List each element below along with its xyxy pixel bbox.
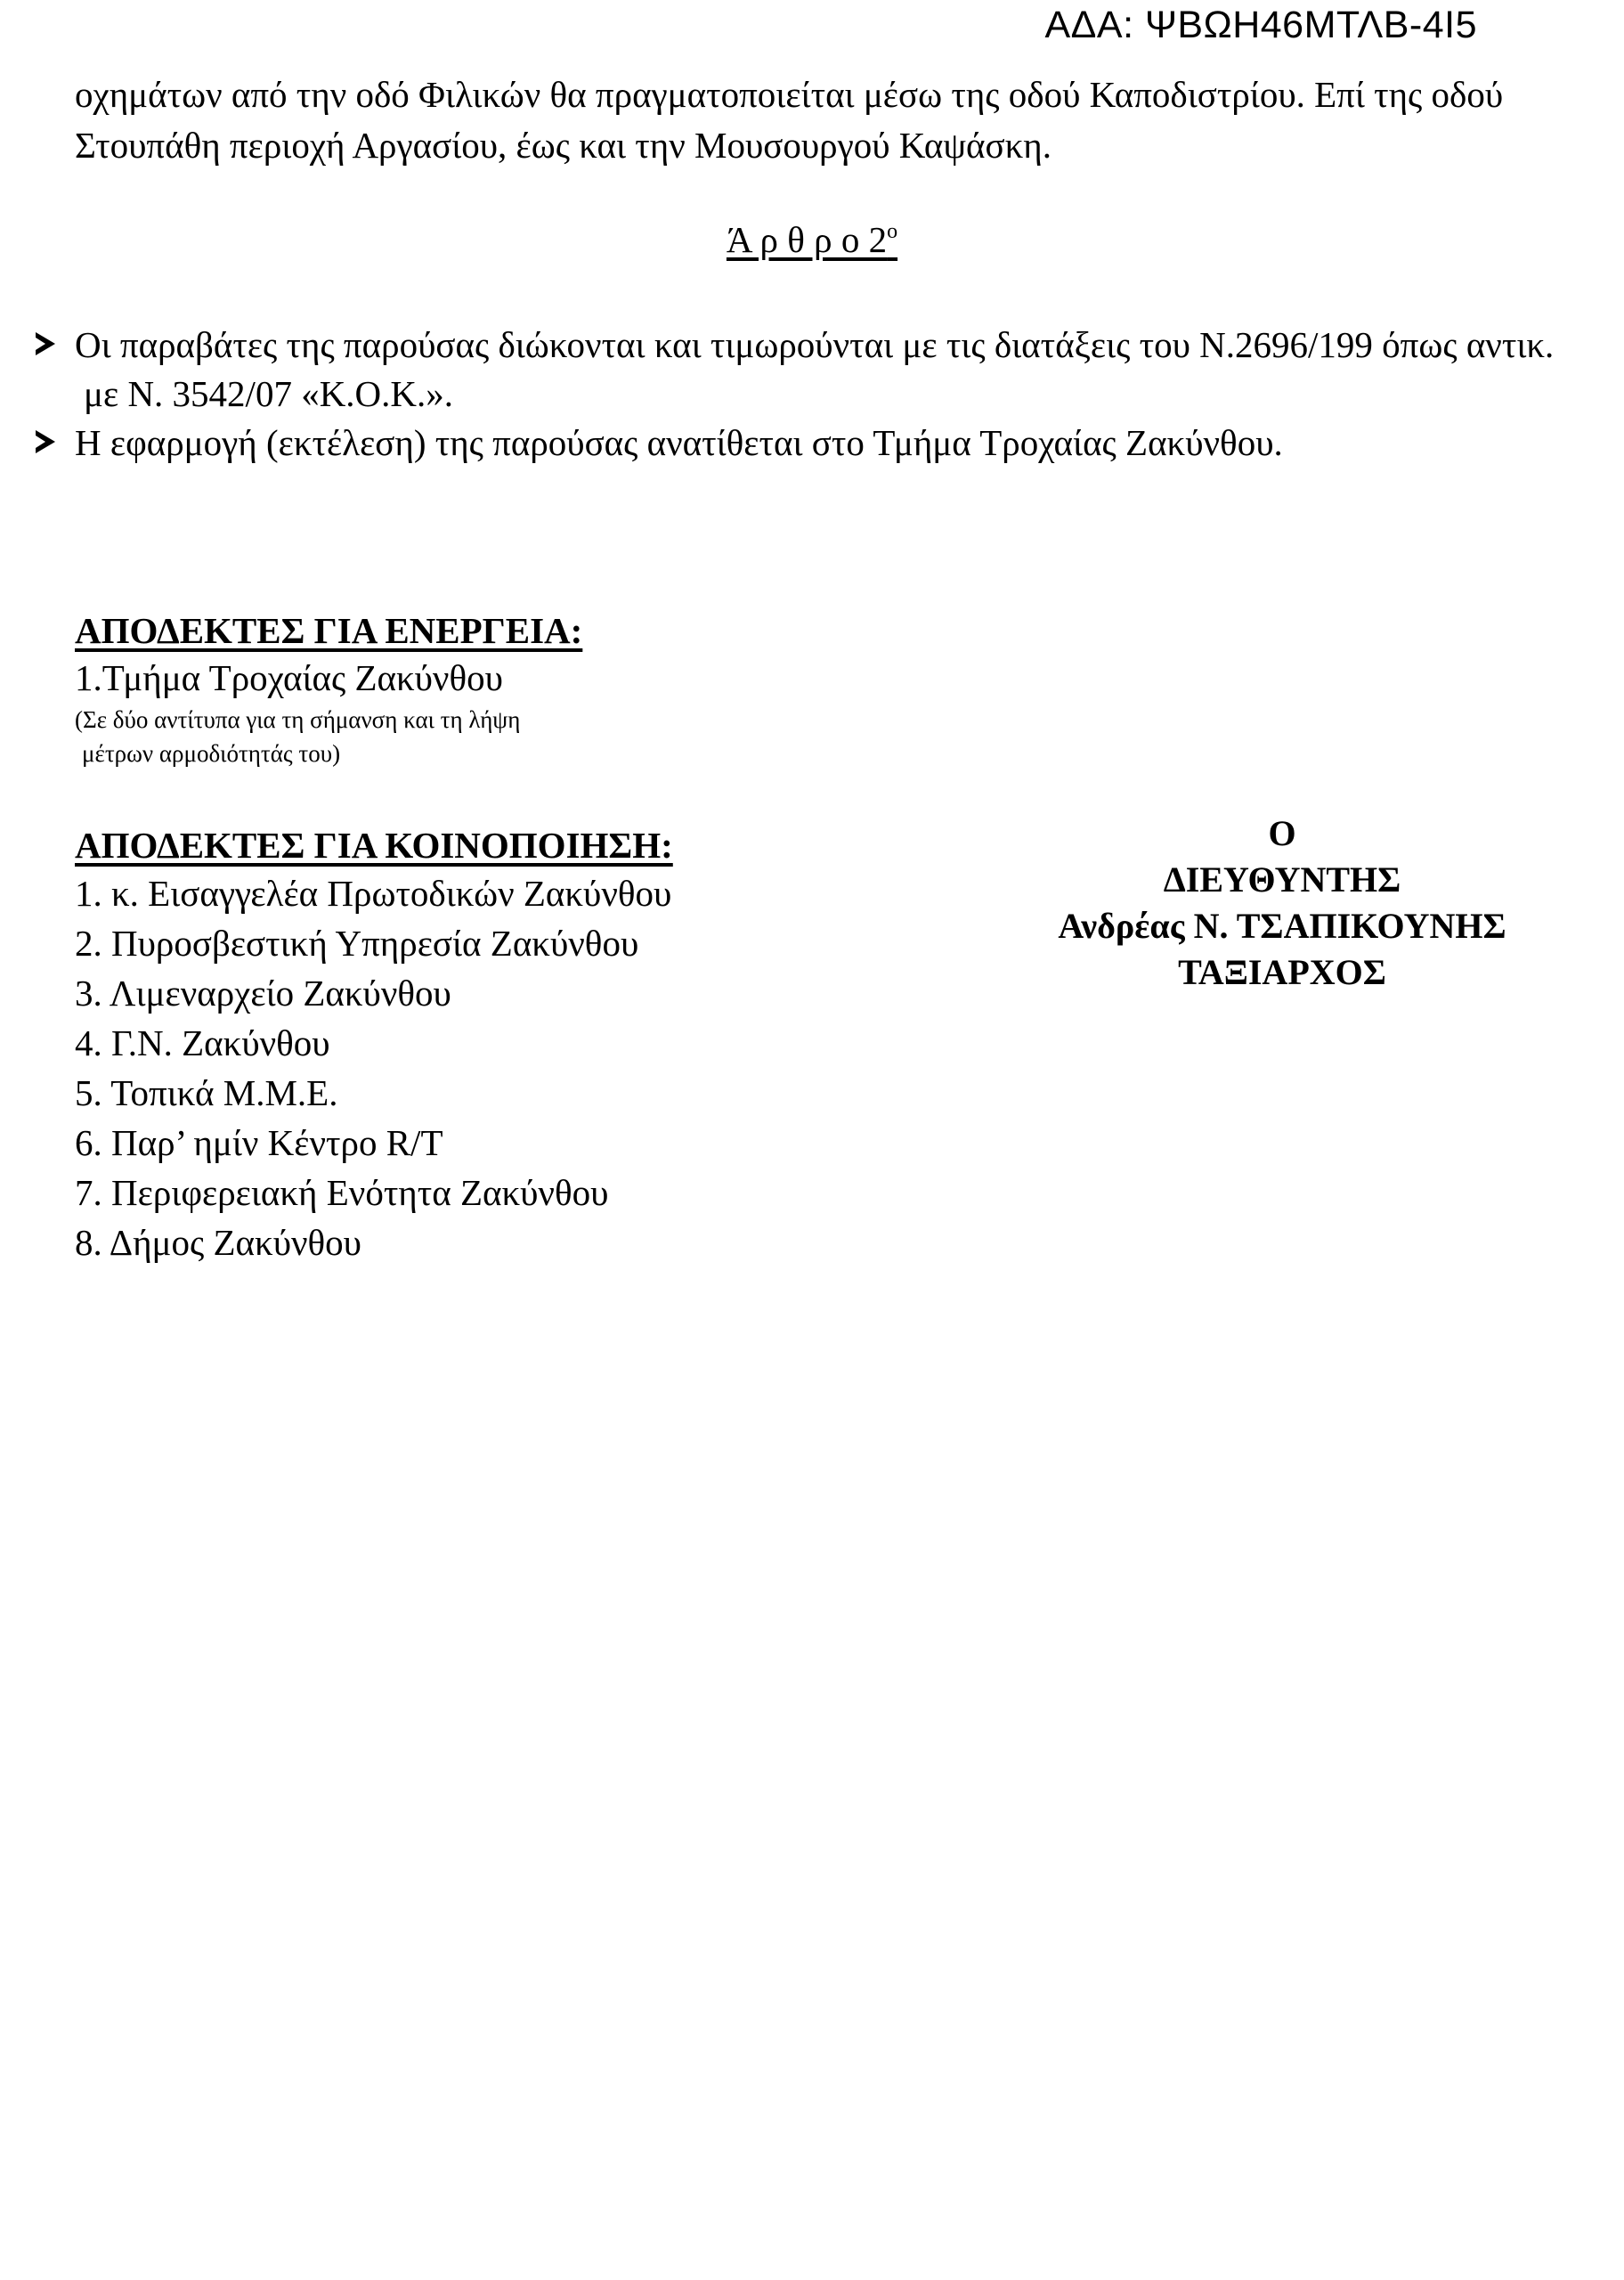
signature-name: Ανδρέας Ν. ΤΣΑΠΙΚΟΥΝΗΣ xyxy=(1058,906,1506,946)
article-title xyxy=(727,219,897,260)
list-item: 5. Τοπικά Μ.Μ.Ε. xyxy=(75,1072,338,1113)
signature-title: ΔΙΕΥΘΥΝΤΗΣ xyxy=(1163,859,1401,900)
list-item: 2. Πυροσβεστική Υπηρεσία Ζακύνθου xyxy=(75,923,639,964)
intro-line-1: οχημάτων από την οδό Φιλικών θα πραγματοποιείται μέσω της οδού Καποδιστρίου. Επί της οδού xyxy=(75,74,1504,115)
recipients-notify-section xyxy=(75,824,673,1267)
signature-rank: ΤΑΞΙΑΡΧΟΣ xyxy=(1178,952,1386,992)
list-item: 1. κ. Εισαγγελέα Πρωτοδικών Ζακύνθου xyxy=(75,873,672,914)
intro-paragraph xyxy=(75,69,1535,171)
recipients-action-item: 1.Τμήμα Τροχαίας Ζακύνθου xyxy=(75,657,503,698)
recipients-action-heading: ΑΠΟΔΕΚΤΕΣ ΓΙΑ ΕΝΕΡΓΕΙΑ: xyxy=(75,610,583,651)
bullet-line: Η εφαρμογή (εκτέλεση) της παρούσας ανατίθεται στο Τμήμα Τροχαίας Ζακύνθου. xyxy=(75,422,1283,463)
signature-article: Ο xyxy=(1268,813,1296,853)
intro-line-2: Στουπάθη περιοχή Αργασίου, έως και την Μουσουργού Καψάσκη. xyxy=(75,125,1052,166)
article-bullets xyxy=(36,321,1567,468)
bullet-item xyxy=(36,419,1567,468)
article-title-superscript: ο xyxy=(887,220,898,243)
recipients-notify-list xyxy=(75,868,673,1267)
list-item: 4. Γ.Ν. Ζακύνθου xyxy=(75,1022,330,1063)
arrow-bullet-icon xyxy=(36,332,55,355)
signature-block xyxy=(1006,810,1558,996)
list-item: 7. Περιφερειακή Ενότητα Ζακύνθου xyxy=(75,1172,609,1213)
article-title-text: Ά ρ θ ρ ο 2 xyxy=(726,219,888,260)
bullet-line: με Ν. 3542/07 «Κ.Ο.Κ.». xyxy=(84,373,454,414)
recipients-action-note: (Σε δύο αντίτυπα για τη σήμανση και τη λήψη xyxy=(75,706,521,733)
bullet-item xyxy=(36,321,1567,419)
recipients-notify-heading: ΑΠΟΔΕΚΤΕΣ ΓΙΑ ΚΟΙΝΟΠΟΙΗΣΗ: xyxy=(75,825,673,866)
bullet-line: Οι παραβάτες της παρούσας διώκονται και τιμωρούνται με τις διατάξεις του Ν.2696/199 όπως αντικ. xyxy=(75,324,1555,365)
list-item: 8. Δήμος Ζακύνθου xyxy=(75,1222,361,1263)
recipients-action-section xyxy=(75,609,582,770)
list-item: 3. Λιμεναρχείο Ζακύνθου xyxy=(75,973,451,1014)
article-heading xyxy=(0,218,1624,261)
list-item: 6. Παρ’ ημίν Κέντρο R/T xyxy=(75,1122,443,1163)
recipients-action-note: μέτρων αρμοδιότητάς του) xyxy=(82,740,341,767)
ada-code: ΑΔΑ: ΨΒΩΗ46ΜΤΛΒ-4Ι5 xyxy=(1044,4,1477,46)
arrow-bullet-icon xyxy=(36,430,55,453)
